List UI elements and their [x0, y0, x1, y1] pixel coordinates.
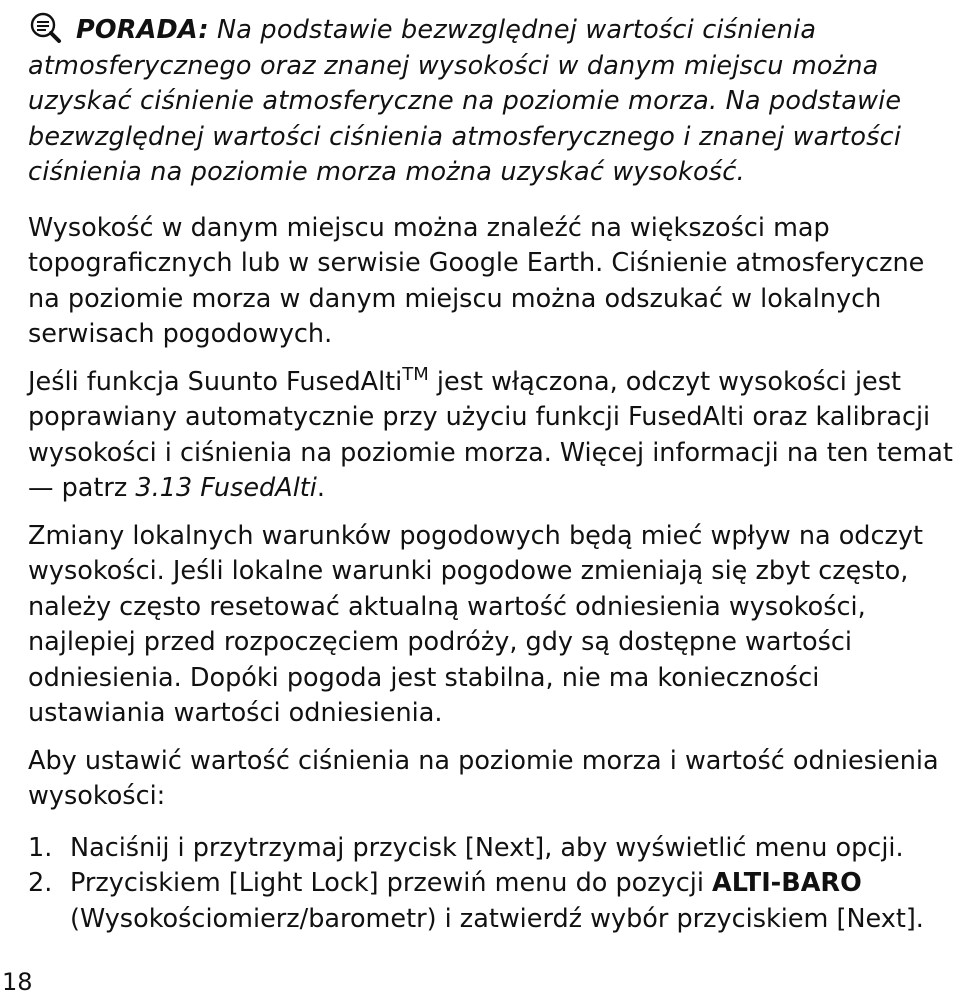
- steps-list: [28, 831, 953, 938]
- page-number: 18: [2, 968, 33, 996]
- tip-label: PORADA:: [76, 15, 209, 45]
- trademark-mark: TM: [402, 363, 429, 385]
- paragraph-weather-changes: Zmiany lokalnych warunków pogodowych będą mieć wpływ na odczyt wysokości. Jeśli lokalne warunki pogodowe zmieniają się zbyt często, należy często resetować aktualną wartość odniesienia wysokości, najlepiej przed rozpoczęciem podróży, gdy są dostępne wartości odniesienia. Dopóki pogoda jest stabilna, nie ma konieczności ustawiania wartości odniesienia.: [28, 520, 923, 728]
- step-text: Naciśnij i przytrzymaj przycisk [Next], aby wyświetlić menu opcji.: [70, 832, 904, 863]
- list-item: [28, 831, 953, 867]
- step-text-start: Przyciskiem [Light Lock] przewiń menu do pozycji: [70, 868, 713, 898]
- list-item: [28, 866, 953, 937]
- paragraph-instructions-intro: Aby ustawić wartość ciśnienia na poziomie morza i wartość odniesienia wysokości:: [28, 745, 939, 811]
- paragraph-altitude-sources: Wysokość w danym miejscu można znaleźć na większości map topograficznych lub w serwisie Google Earth. Ciśnienie atmosferyczne na poziomie morza w danym miejscu można odszukać w lokalnych serwisach pogodowych.: [28, 212, 925, 349]
- step-number: 2.: [28, 868, 53, 898]
- tip-box: [28, 12, 953, 191]
- manual-page: [28, 12, 953, 937]
- fusedalti-text-end: .: [316, 473, 325, 503]
- fusedalti-text-middle: jest włączona, odczyt wysokości jest poprawiany automatycznie przy użyciu funkcji FusedAlti oraz kalibracji wysokości i ciśnienia na poziomie morza. Więcej informacji na ten temat — patrz: [28, 366, 953, 503]
- paragraph-fusedalti: [28, 365, 953, 507]
- tip-text: Na podstawie bezwzględnej wartości ciśnienia atmosferycznego oraz znanej wysokości w danym miejscu można uzyskać ciśnienie atmosferyczne na poziomie morza. Na podstawie bezwzględnej wartości ciśnienia atmosferycznego i znanej wartości ciśnienia na poziomie morza można uzyskać wysokość.: [28, 15, 902, 187]
- fusedalti-section-link[interactable]: 3.13 FusedAlti: [135, 473, 317, 503]
- step-text-end: (Wysokościomierz/barometr) i zatwierdź wybór przyciskiem [Next].: [70, 903, 924, 934]
- menu-item-alti-baro: ALTI-BARO: [712, 868, 862, 898]
- fusedalti-text-start: Jeśli funkcja Suunto FusedAlti: [28, 366, 403, 397]
- step-text: [70, 866, 953, 937]
- step-number: 1.: [28, 832, 53, 863]
- magnifier-note-icon: [28, 12, 68, 44]
